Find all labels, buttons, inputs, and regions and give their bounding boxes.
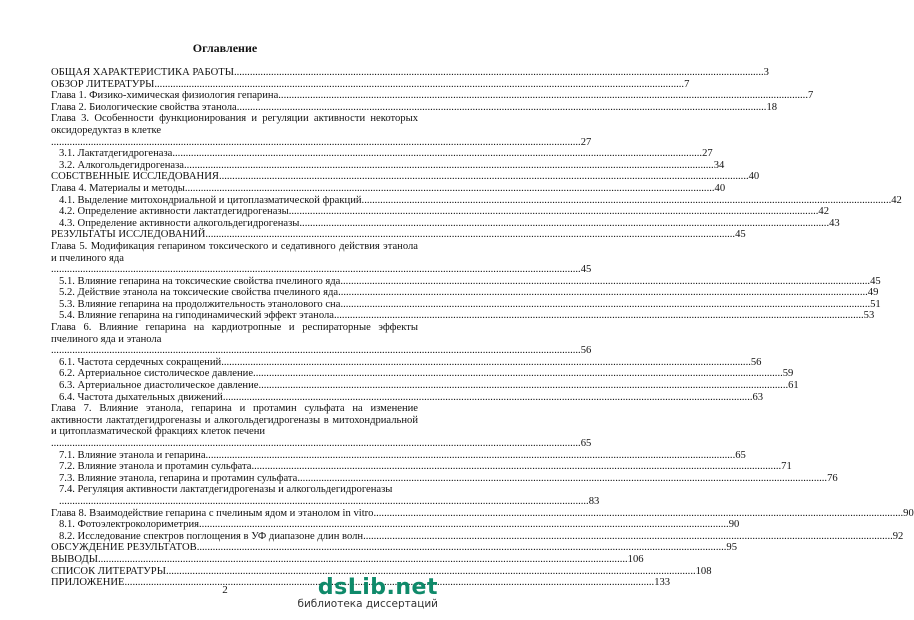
toc-entry — [51, 194, 902, 207]
toc-page-number: 7 — [807, 90, 814, 102]
toc-entry-text: 8.2. Исследование спектров поглощения в УФ диапазоне длин волн — [59, 530, 364, 542]
toc-entry — [51, 148, 713, 160]
toc-page-number: 76 — [827, 472, 838, 484]
toc-page-number: 45 — [870, 275, 881, 287]
toc-page-number: 108 — [695, 565, 712, 577]
toc-entry-text: 4.3. Определение активности алкогольдегидрогеназы — [59, 217, 300, 229]
toc-entry — [51, 275, 881, 288]
page-title: Оглавление — [192, 41, 258, 55]
toc-entry-text: Глава 7. Влияние этанола, гепарина и протамин сульфата на изменение активности лактатдегидрогеназы и алкогольдегидрогеназы в митохондриальной и цитоплазматической фракциях клеток печени — [51, 403, 418, 438]
toc-entry — [51, 182, 726, 195]
toc-entry — [51, 78, 690, 91]
toc-entry — [51, 449, 746, 462]
toc-entry — [51, 542, 737, 554]
toc-page-number: 27 — [702, 148, 713, 160]
toc-entry — [51, 403, 592, 449]
toc-page-number: 83 — [588, 495, 600, 507]
toc-entry-text: 7.1. Влияние этанола и гепарина — [59, 449, 206, 461]
toc-page-number: 45 — [735, 229, 746, 241]
watermark-logo: dsLib.net — [317, 575, 438, 600]
toc-entry — [51, 368, 794, 380]
toc-entry — [51, 530, 904, 543]
toc-entry — [51, 159, 725, 172]
toc-page-number: 61 — [788, 380, 799, 392]
toc-entry-text: ВЫВОДЫ — [51, 553, 98, 565]
toc-entry — [51, 472, 838, 485]
toc-entry — [51, 206, 830, 218]
toc-entry-text: Глава 5. Модификация гепарином токсического и седативного действия этанола и пчелиного яда — [51, 240, 418, 264]
toc-entry — [51, 310, 875, 322]
toc-page-number: 95 — [726, 542, 737, 554]
toc-entry-text: Глава 3. Особенности функционирования и регуляции активности некоторых оксидоредуктаз в клетке — [51, 113, 418, 136]
toc-page-number: 133 — [654, 577, 671, 589]
toc-entry — [51, 553, 644, 566]
toc-entry — [51, 322, 592, 357]
toc-page-number: 51 — [870, 298, 881, 310]
toc-entry-text: Глава 8. Взаимодействие гепарина с пчелиным ядом и этанолом in vitro — [51, 507, 374, 519]
toc-page-number: 90 — [728, 519, 740, 531]
toc-page-number: 40 — [748, 171, 760, 183]
toc-page-number: 45 — [580, 264, 592, 276]
toc-entry — [51, 507, 914, 520]
toc-entry-text: Глава 1. Физико-химическая физиология гепарина — [51, 90, 279, 102]
toc-entry — [51, 356, 762, 369]
toc-page-number: 53 — [863, 310, 875, 322]
watermark — [297, 575, 438, 610]
toc-entry-text: 7.4. Регуляция активности лактатдегидрогеназы и алкогольдегидрогеназы — [59, 484, 393, 496]
toc-entry — [51, 380, 799, 392]
watermark-tagline: библиотека диссертаций — [297, 598, 438, 610]
toc-entry-text: 3.2. Алкогольдегидрогеназа — [59, 159, 184, 171]
toc-entry — [51, 484, 600, 507]
toc-entry — [51, 391, 764, 404]
toc-page-number: 3 — [763, 67, 769, 78]
toc-page-number: 49 — [867, 287, 879, 299]
toc-entry-text: ОБСУЖДЕНИЕ РЕЗУЛЬТАТОВ — [51, 542, 197, 554]
toc-entry-text: РЕЗУЛЬТАТЫ ИССЛЕДОВАНИЙ — [51, 229, 206, 241]
toc-entry-text: ОБЗОР ЛИТЕРАТУРЫ — [51, 78, 155, 90]
toc-entry — [51, 287, 879, 299]
toc-entry-text: 8.1. Фотоэлектроколориметрия — [59, 519, 200, 531]
toc-page-number: 90 — [903, 507, 914, 519]
toc-entry — [51, 298, 881, 311]
toc-entry — [51, 171, 760, 183]
toc-entry-text: ОБЩАЯ ХАРАКТЕРИСТИКА РАБОТЫ — [51, 67, 234, 78]
toc-entry — [51, 229, 746, 241]
toc-entry-text: Глава 4. Материалы и методы — [51, 182, 185, 194]
toc-page-number: 106 — [627, 553, 644, 565]
toc-entry-text: 5.2. Действие этанола на токсические свойства пчелиного яда — [59, 287, 339, 299]
toc-entry — [51, 217, 840, 230]
toc-entry-text: 3.1. Лактатдегидрогеназа — [59, 148, 173, 160]
toc-entry-text: 5.3. Влияние гепарина на продолжительность этанолового сна — [59, 298, 341, 310]
toc-entry — [51, 519, 740, 531]
toc-entry — [51, 461, 792, 473]
toc-entry — [51, 90, 814, 102]
toc-entry-text: 5.4. Влияние гепарина на гиподинамический эффект этанола — [59, 310, 334, 322]
toc-page-number: 65 — [735, 449, 746, 461]
toc-page-number: 65 — [580, 438, 592, 449]
toc-page-number: 56 — [580, 345, 592, 357]
toc-entry-text: ПРИЛОЖЕНИЕ — [51, 577, 125, 589]
toc-entry — [51, 67, 769, 79]
toc-entry-text: 5.1. Влияние гепарина на токсические свойства пчелиного яда — [59, 275, 341, 287]
page-number: 2 — [222, 584, 228, 596]
toc-entry — [51, 113, 592, 148]
toc-entry-text: 4.1. Выделение митохондриальной и цитоплазматической фракций — [59, 194, 362, 206]
toc-page-number: 92 — [892, 530, 904, 542]
toc-page-number: 34 — [713, 159, 725, 171]
toc-page-number: 42 — [818, 206, 830, 218]
toc-entry-text: 6.3. Артериальное диастолическое давление — [59, 380, 259, 392]
toc-entry-text: Глава 6. Влияние гепарина на кардиотропные и респираторные эффекты пчелиного яда и этанола — [51, 322, 418, 345]
toc-page-number: 56 — [750, 356, 762, 368]
toc-page-number: 42 — [891, 194, 902, 206]
toc-entry-text: 6.4. Частота дыхательных движений — [59, 391, 223, 403]
toc-entry-text: 7.2. Влияние этанола и протамин сульфата — [59, 461, 252, 473]
toc-entry — [51, 240, 592, 276]
toc-entry-text: 4.2. Определение активности лактатдегидрогеназы — [59, 206, 289, 218]
toc-page-number: 7 — [684, 78, 690, 90]
toc-page-number: 40 — [714, 182, 726, 194]
toc-entry-text: 6.2. Артериальное систолическое давление — [59, 368, 254, 380]
toc-page-number: 27 — [580, 136, 592, 148]
toc-page-number: 18 — [766, 101, 778, 113]
toc-entry-text: 6.1. Частота сердечных сокращений — [59, 356, 222, 368]
toc-entry-text: СОБСТВЕННЫЕ ИССЛЕДОВАНИЯ — [51, 171, 219, 183]
toc-page-number: 63 — [752, 391, 764, 403]
toc-page-number: 71 — [781, 461, 792, 473]
toc-page-number: 43 — [829, 217, 840, 229]
toc-page-number: 59 — [782, 368, 794, 380]
toc-entry-text: Глава 2. Биологические свойства этанола — [51, 101, 237, 113]
toc-entry-text: 7.3. Влияние этанола, гепарина и протамин сульфата — [59, 472, 298, 484]
toc-entry — [51, 101, 778, 114]
toc-entry-text: СПИСОК ЛИТЕРАТУРЫ — [51, 565, 166, 577]
